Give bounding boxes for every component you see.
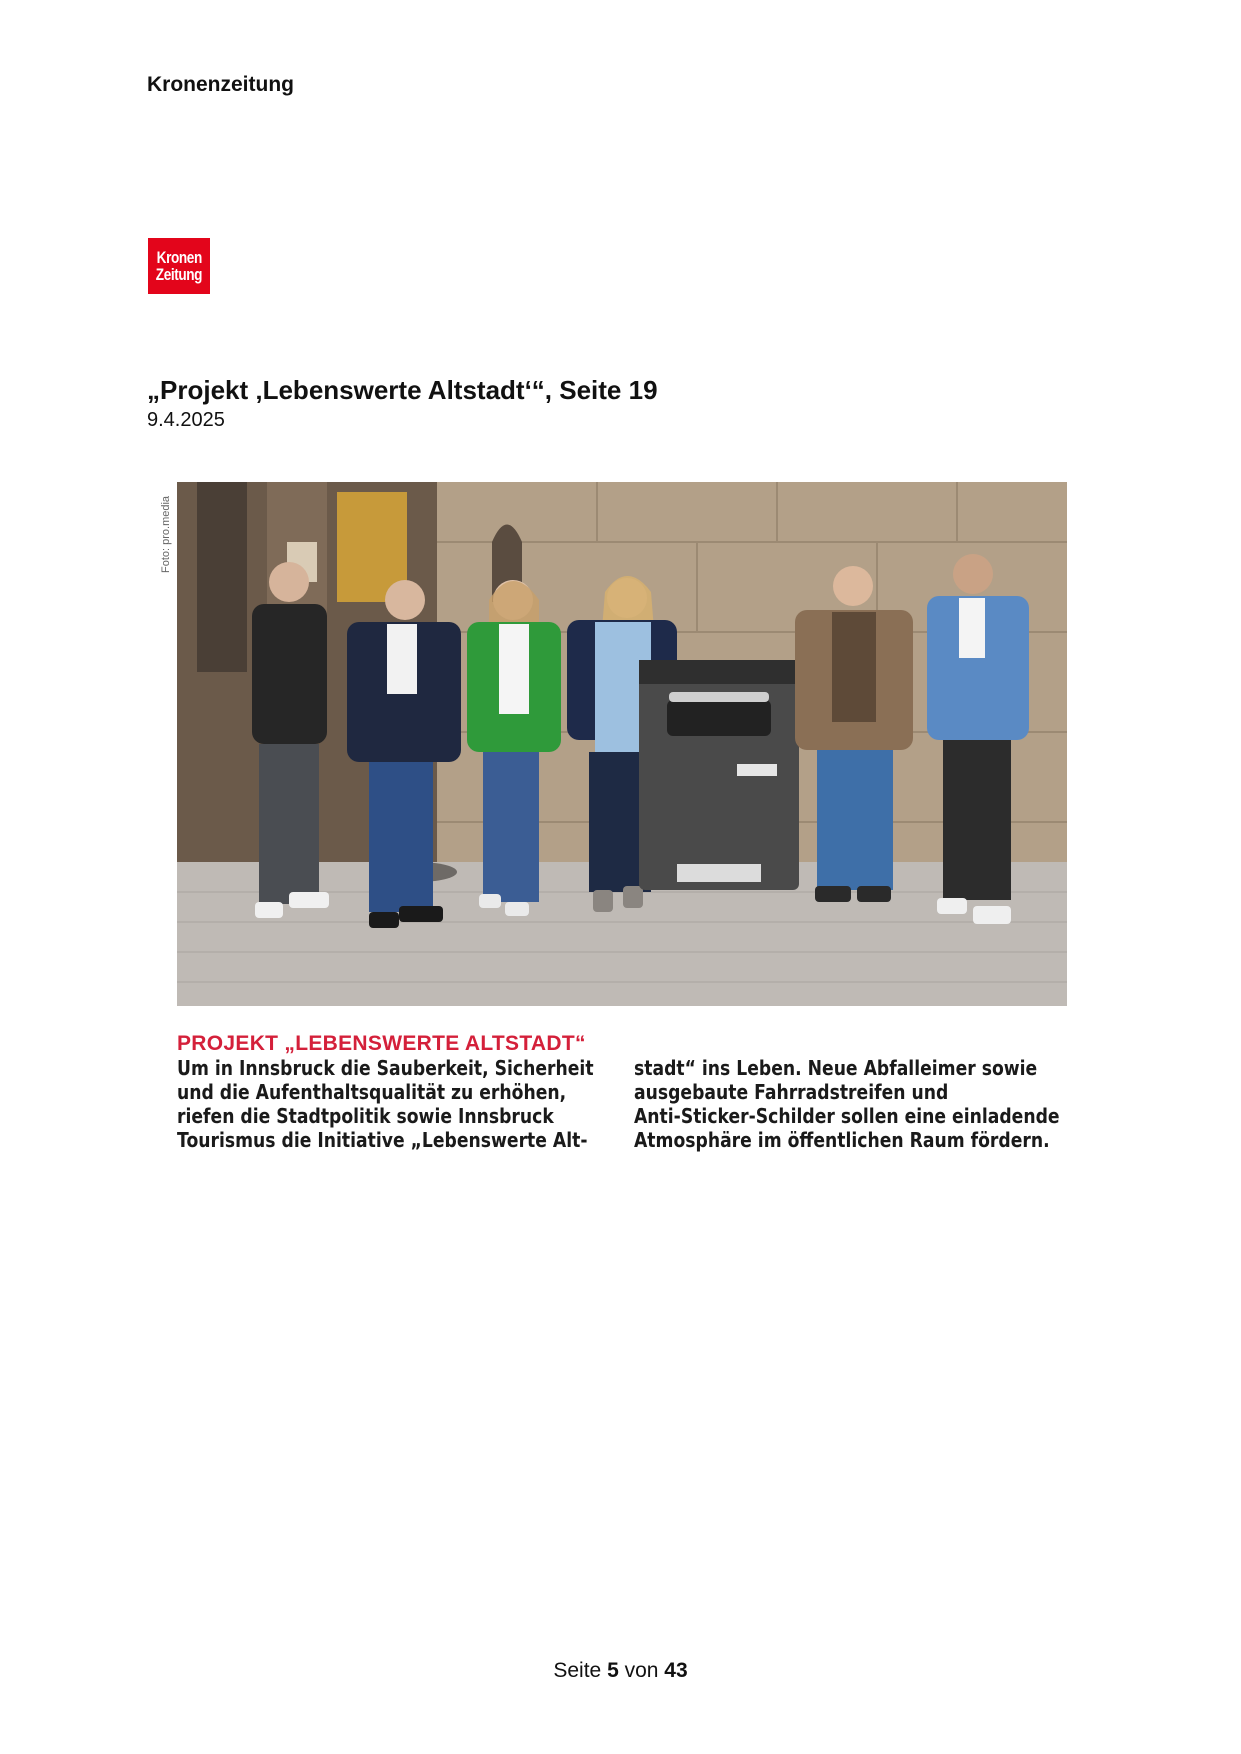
- current-page-number: 5: [607, 1659, 619, 1682]
- page-footer: [0, 1659, 1241, 1683]
- caption-line: Tourismus die Initiative „Lebenswerte Alt-: [177, 1128, 588, 1152]
- total-page-count: 43: [664, 1659, 688, 1682]
- footer-middle: von: [624, 1659, 659, 1682]
- article-title: „Projekt ‚Lebenswerte Altstadt‘“, Seite 19: [147, 375, 658, 405]
- caption-line: und die Aufenthaltsqualität zu erhöhen,: [177, 1080, 567, 1104]
- caption-line: riefen die Stadtpolitik sowie Innsbruck: [177, 1104, 554, 1128]
- logo-line-2: Zeitung: [155, 265, 203, 284]
- footer-prefix: Seite: [553, 1659, 602, 1682]
- caption-line: Um in Innsbruck die Sauberkeit, Sicherheit: [177, 1056, 594, 1080]
- kronen-zeitung-logo: [148, 238, 210, 294]
- caption-line: Anti-Sticker-Schilder sollen eine einladende: [634, 1104, 1060, 1128]
- caption-line: Atmosphäre im öffentlichen Raum fördern.: [634, 1128, 1050, 1152]
- caption-column-1: [177, 1056, 607, 1152]
- photo-credit: Foto: pro.media: [160, 495, 172, 573]
- caption-column-2: [634, 1056, 1074, 1152]
- caption-line: stadt“ ins Leben. Neue Abfalleimer sowie: [634, 1056, 1038, 1080]
- article-date: 9.4.2025: [147, 409, 225, 431]
- source-name: Kronenzeitung: [147, 73, 294, 96]
- caption-heading: PROJEKT „LEBENSWERTE ALTSTADT“: [177, 1032, 586, 1055]
- caption-line: ausgebaute Fahrradstreifen und: [634, 1080, 949, 1104]
- logo-line-1: Kronen: [156, 248, 202, 267]
- article-photo: [177, 482, 1067, 1006]
